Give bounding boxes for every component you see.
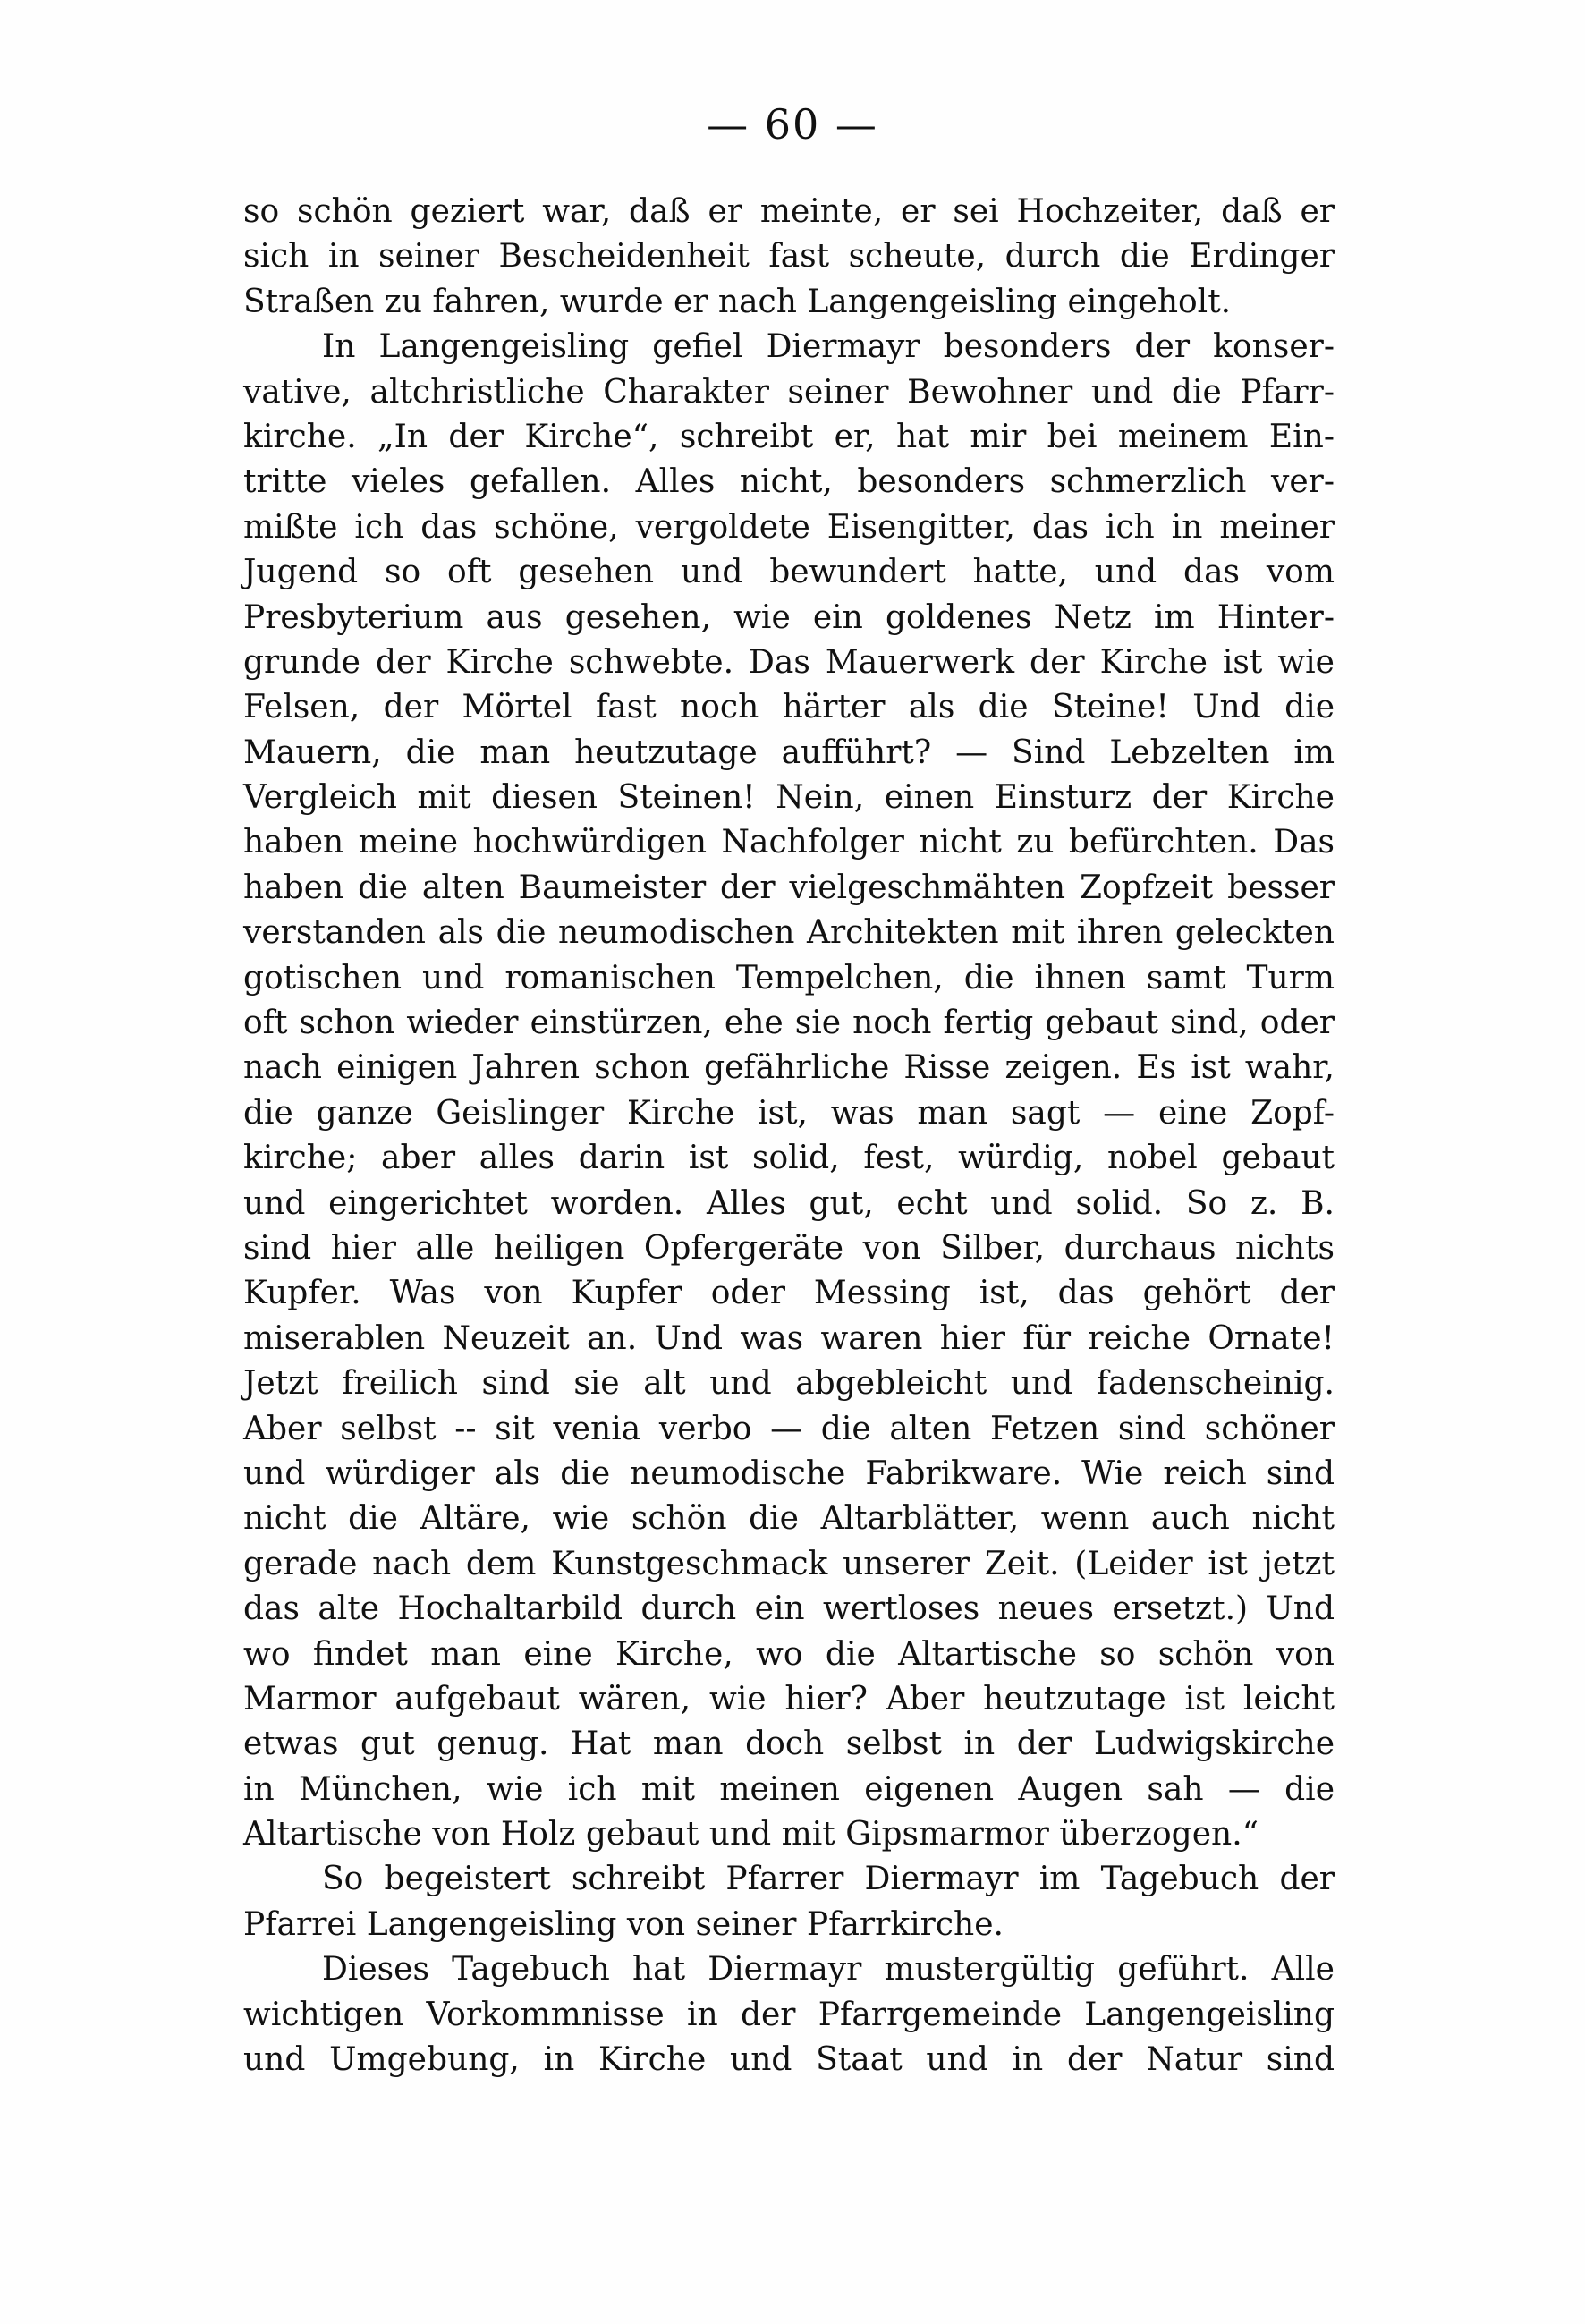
text-line: Presbyterium aus gesehen, wie ein goldenes Netz im Hinter-: [243, 598, 1335, 636]
text-line: nicht die Altäre, wie schön die Altarblätter, wenn auch nicht: [243, 1500, 1335, 1538]
text-line: und eingerichtet worden. Alles gut, echt und solid. So z. B.: [243, 1184, 1335, 1222]
text-line: so schön geziert war, daß er meinte, er sei Hochzeiter, daß er: [243, 193, 1335, 230]
text-line: kirche. „In der Kirche“, schreibt er, hat mir bei meinem Ein-: [243, 418, 1335, 455]
text-line: haben die alten Baumeister der vielgeschmähten Zopfzeit besser: [243, 869, 1335, 906]
text-line: Pfarrei Langengeisling von seiner Pfarrkirche.: [243, 1905, 1004, 1943]
text-line: Kupfer. Was von Kupfer oder Messing ist, das gehört der: [243, 1275, 1335, 1312]
text-line: wo findet man eine Kirche, wo die Altartische so schön von: [243, 1635, 1335, 1673]
text-line: wichtigen Vorkommnisse in der Pfarrgemeinde Langengeisling: [243, 1996, 1335, 2033]
text-line: Jetzt freilich sind sie alt und abgebleicht und fadenscheinig.: [243, 1365, 1335, 1403]
text-line: Dieses Tagebuch hat Diermayr mustergültig geführt. Alle: [322, 1951, 1335, 1989]
text-line: Vergleich mit diesen Steinen! Nein, einen Einsturz der Kirche: [243, 779, 1335, 817]
text-line: und Umgebung, in Kirche und Staat und in der Natur sind: [243, 2041, 1335, 2079]
text-line: sind hier alle heiligen Opfergeräte von Silber, durchaus nichts: [243, 1229, 1335, 1267]
text-line: Straßen zu fahren, wurde er nach Langengeisling eingeholt.: [243, 283, 1232, 320]
text-line: in München, wie ich mit meinen eigenen Augen sah — die: [243, 1770, 1335, 1808]
text-line: Jugend so oft gesehen und bewundert hatte, und das vom: [243, 554, 1335, 591]
text-line: Felsen, der Mörtel fast noch härter als die Steine! Und die: [243, 689, 1335, 726]
text-line: gotischen und romanischen Tempelchen, die ihnen samt Turm: [243, 959, 1335, 997]
text-line: Mauern, die man heutzutage aufführt? — Sind Lebzelten im: [243, 734, 1335, 771]
text-line: In Langengeisling gefiel Diermayr besonders der konser-: [322, 328, 1335, 366]
text-line: etwas gut genug. Hat man doch selbst in der Ludwigskirche: [243, 1726, 1335, 1763]
text-line: sich in seiner Bescheidenheit fast scheute, durch die Erdinger: [243, 238, 1335, 276]
text-line: haben meine hochwürdigen Nachfolger nicht zu befürchten. Das: [243, 824, 1335, 861]
body-text: [243, 190, 1335, 2082]
text-line: Aber selbst -- sit venia verbo — die alten Fetzen sind schöner: [243, 1410, 1335, 1447]
text-line: gerade nach dem Kunstgeschmack unserer Zeit. (Leider ist jetzt: [243, 1545, 1335, 1582]
text-line: das alte Hochaltarbild durch ein wertloses neues ersetzt.) Und: [243, 1590, 1335, 1628]
text-line: oft schon wieder einstürzen, ehe sie noch fertig gebaut sind, oder: [243, 1005, 1335, 1042]
text-line: Marmor aufgebaut wären, wie hier? Aber heutzutage ist leicht: [243, 1680, 1335, 1718]
text-line: die ganze Geislinger Kirche ist, was man sagt — eine Zopf-: [243, 1094, 1335, 1132]
text-line: kirche; aber alles darin ist solid, fest, würdig, nobel gebaut: [243, 1140, 1335, 1177]
text-line: So begeistert schreibt Pfarrer Diermayr im Tagebuch der: [322, 1861, 1335, 1898]
text-line: nach einigen Jahren schon gefährliche Risse zeigen. Es ist wahr,: [243, 1049, 1335, 1087]
page-number: — 60 —: [707, 100, 878, 148]
text-line: und würdiger als die neumodische Fabrikware. Wie reich sind: [243, 1455, 1335, 1492]
text-line: grunde der Kirche schwebte. Das Mauerwerk der Kirche ist wie: [243, 643, 1335, 681]
text-line: Altartische von Holz gebaut und mit Gipsmarmor überzogen.“: [243, 1816, 1259, 1853]
text-line: miserablen Neuzeit an. Und was waren hier für reiche Ornate!: [243, 1319, 1335, 1357]
text-line: mißte ich das schöne, vergoldete Eisengitter, das ich in meiner: [243, 508, 1335, 546]
text-line: verstanden als die neumodischen Architekten mit ihren geleckten: [243, 914, 1335, 952]
text-line: vative, altchristliche Charakter seiner Bewohner und die Pfarr-: [243, 373, 1335, 411]
text-line: tritte vieles gefallen. Alles nicht, besonders schmerzlich ver-: [243, 463, 1335, 501]
